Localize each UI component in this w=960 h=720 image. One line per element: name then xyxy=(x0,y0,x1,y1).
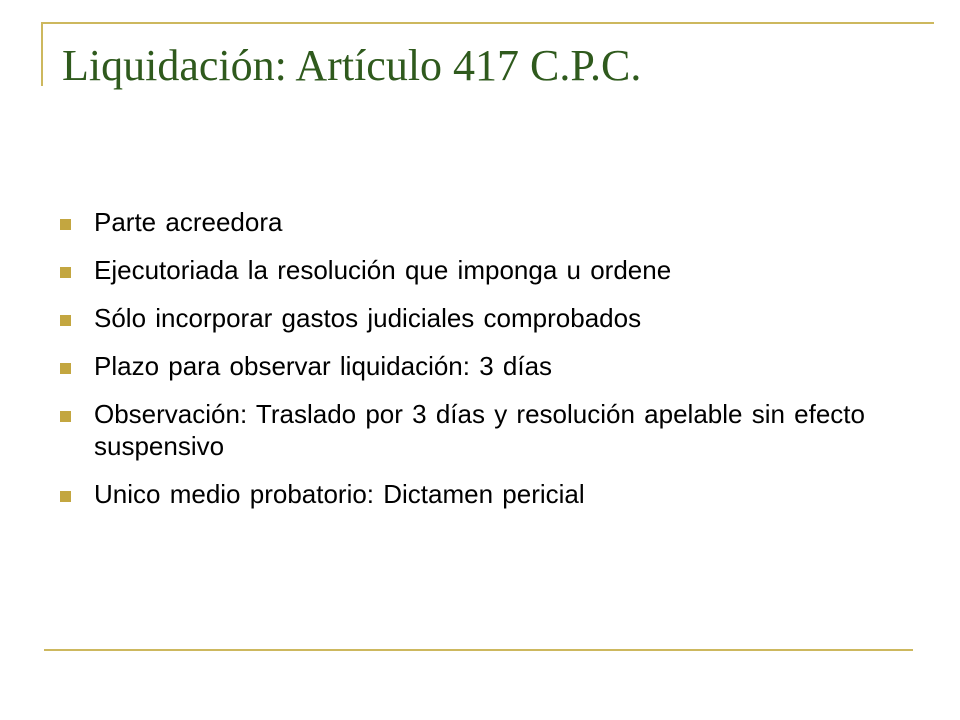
bullet-text: Parte acreedora xyxy=(94,207,283,237)
bullet-text: Observación: Traslado por 3 días y resolución apelable sin efecto suspensivo xyxy=(94,399,865,461)
bullet-item xyxy=(60,478,880,510)
bullet-item xyxy=(60,206,880,238)
square-bullet-icon xyxy=(60,315,71,326)
bullet-item xyxy=(60,302,880,334)
left-accent-line xyxy=(41,22,43,86)
bullet-item xyxy=(60,398,880,462)
square-bullet-icon xyxy=(60,411,71,422)
bottom-accent-line xyxy=(44,649,913,651)
bullet-list xyxy=(60,206,880,526)
bullet-item xyxy=(60,254,880,286)
square-bullet-icon xyxy=(60,491,71,502)
square-bullet-icon xyxy=(60,219,71,230)
bullet-item xyxy=(60,350,880,382)
top-accent-line xyxy=(41,22,934,24)
bullet-text: Plazo para observar liquidación: 3 días xyxy=(94,351,553,381)
square-bullet-icon xyxy=(60,363,71,374)
bullet-text: Sólo incorporar gastos judiciales comprobados xyxy=(94,303,642,333)
square-bullet-icon xyxy=(60,267,71,278)
bullet-text: Unico medio probatorio: Dictamen pericial xyxy=(94,479,585,509)
bullet-text: Ejecutoriada la resolución que imponga u ordene xyxy=(94,255,672,285)
slide-title: Liquidación: Artículo 417 C.P.C. xyxy=(62,41,642,90)
